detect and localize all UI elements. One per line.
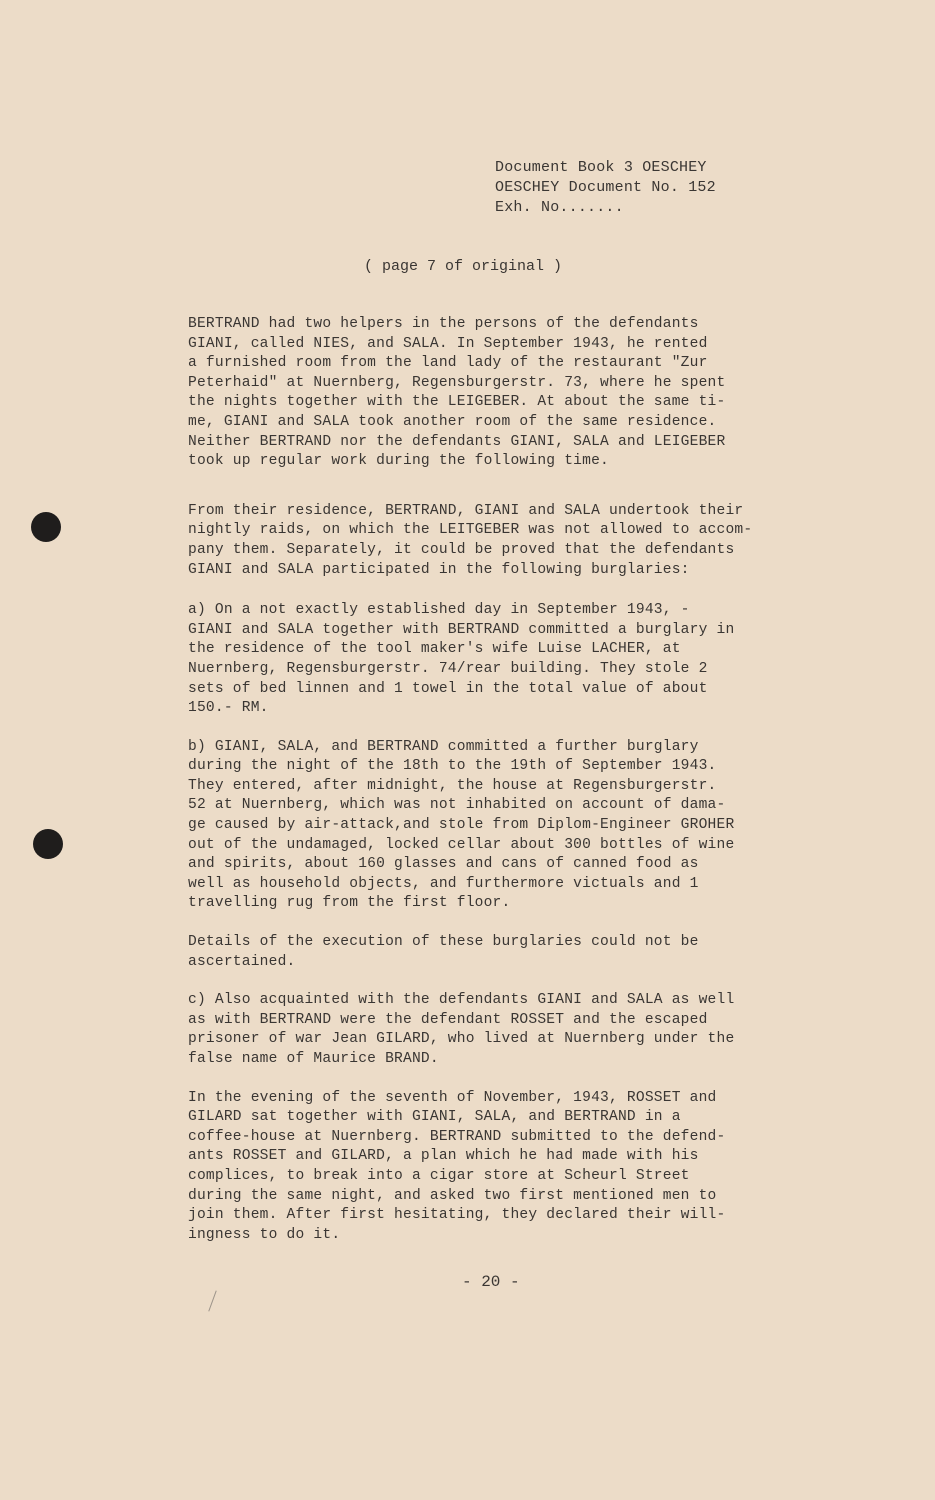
paragraph: In the evening of the seventh of November, 1943, ROSSET and GILARD sat together with GIANI, SALA, and BERTRAND in a coffee-house at Nuernberg. BERTRAND submitted to the defend- ants ROSSET and GILARD, a plan which he had made with his complices, to break into a cigar store at Scheurl Street during the same night, and asked two first mentioned men to join them. After first hesitating, they declared their will- ingness to do it. [188, 1089, 726, 1243]
page-number: - 20 - [462, 1273, 520, 1291]
header-line-doc-number: OESCHEY Document No. 152 [495, 179, 716, 196]
paragraph: Details of the execution of these burglaries could not be ascertained. [188, 934, 699, 970]
paragraph: a) On a not exactly established day in September 1943, - GIANI and SALA together with BERTRAND committed a burglary in the residence of the tool maker's wife Luise LACHER, at Nuernberg, Regensburgerstr. 74/rear building. They stole 2 sets of bed linnen and 1 towel in the total value of about 150.- RM. [188, 602, 735, 717]
document-header [495, 158, 716, 218]
header-line-book: Document Book 3 OESCHEY [495, 159, 707, 176]
document-body [188, 315, 788, 1245]
header-line-exhibit: Exh. No....... [495, 199, 624, 216]
paragraph: b) GIANI, SALA, and BERTRAND committed a further burglary during the night of the 18th to the 19th of September 1943. They entered, after midnight, the house at Regensburgerstr. 52 at Nuernberg, which was not inhabited on account of dama- ge caused by air-attack,and stole from Diplom-Engineer GROHER out of the undamaged, locked cellar about 300 bottles of wine and spirits, about 160 glasses and cans of canned food as well as household objects, and furthermore victuals and 1 travelling rug from the first floor. [188, 738, 735, 912]
original-page-reference: ( page 7 of original ) [364, 258, 563, 275]
punch-hole-bottom [33, 829, 63, 859]
paragraph: From their residence, BERTRAND, GIANI and SALA undertook their nightly raids, on which the LEITGEBER was not allowed to accom- pany them. Separately, it could be proved that the defendants GIANI and SALA participated in the following burglaries: [188, 502, 753, 578]
paragraph: c) Also acquainted with the defendants GIANI and SALA as well as with BERTRAND were the defendant ROSSET and the escaped prisoner of war Jean GILARD, who lived at Nuernberg under the false name of Maurice BRAND. [188, 992, 735, 1067]
pencil-mark [208, 1290, 216, 1311]
paragraph: BERTRAND had two helpers in the persons of the defendants GIANI, called NIES, and SALA. In September 1943, he rented a furnished room from the land lady of the restaurant "Zur Peterhaid" at Nuernberg, Regensburgerstr. 73, where he spent the nights together with the LEIGEBER. At about the same ti- me, GIANI and SALA took another room of the same residence. Neither BERTRAND nor the defendants GIANI, SALA and LEIGEBER took up regular work during the following time. [188, 316, 726, 470]
punch-hole-top [31, 512, 61, 542]
